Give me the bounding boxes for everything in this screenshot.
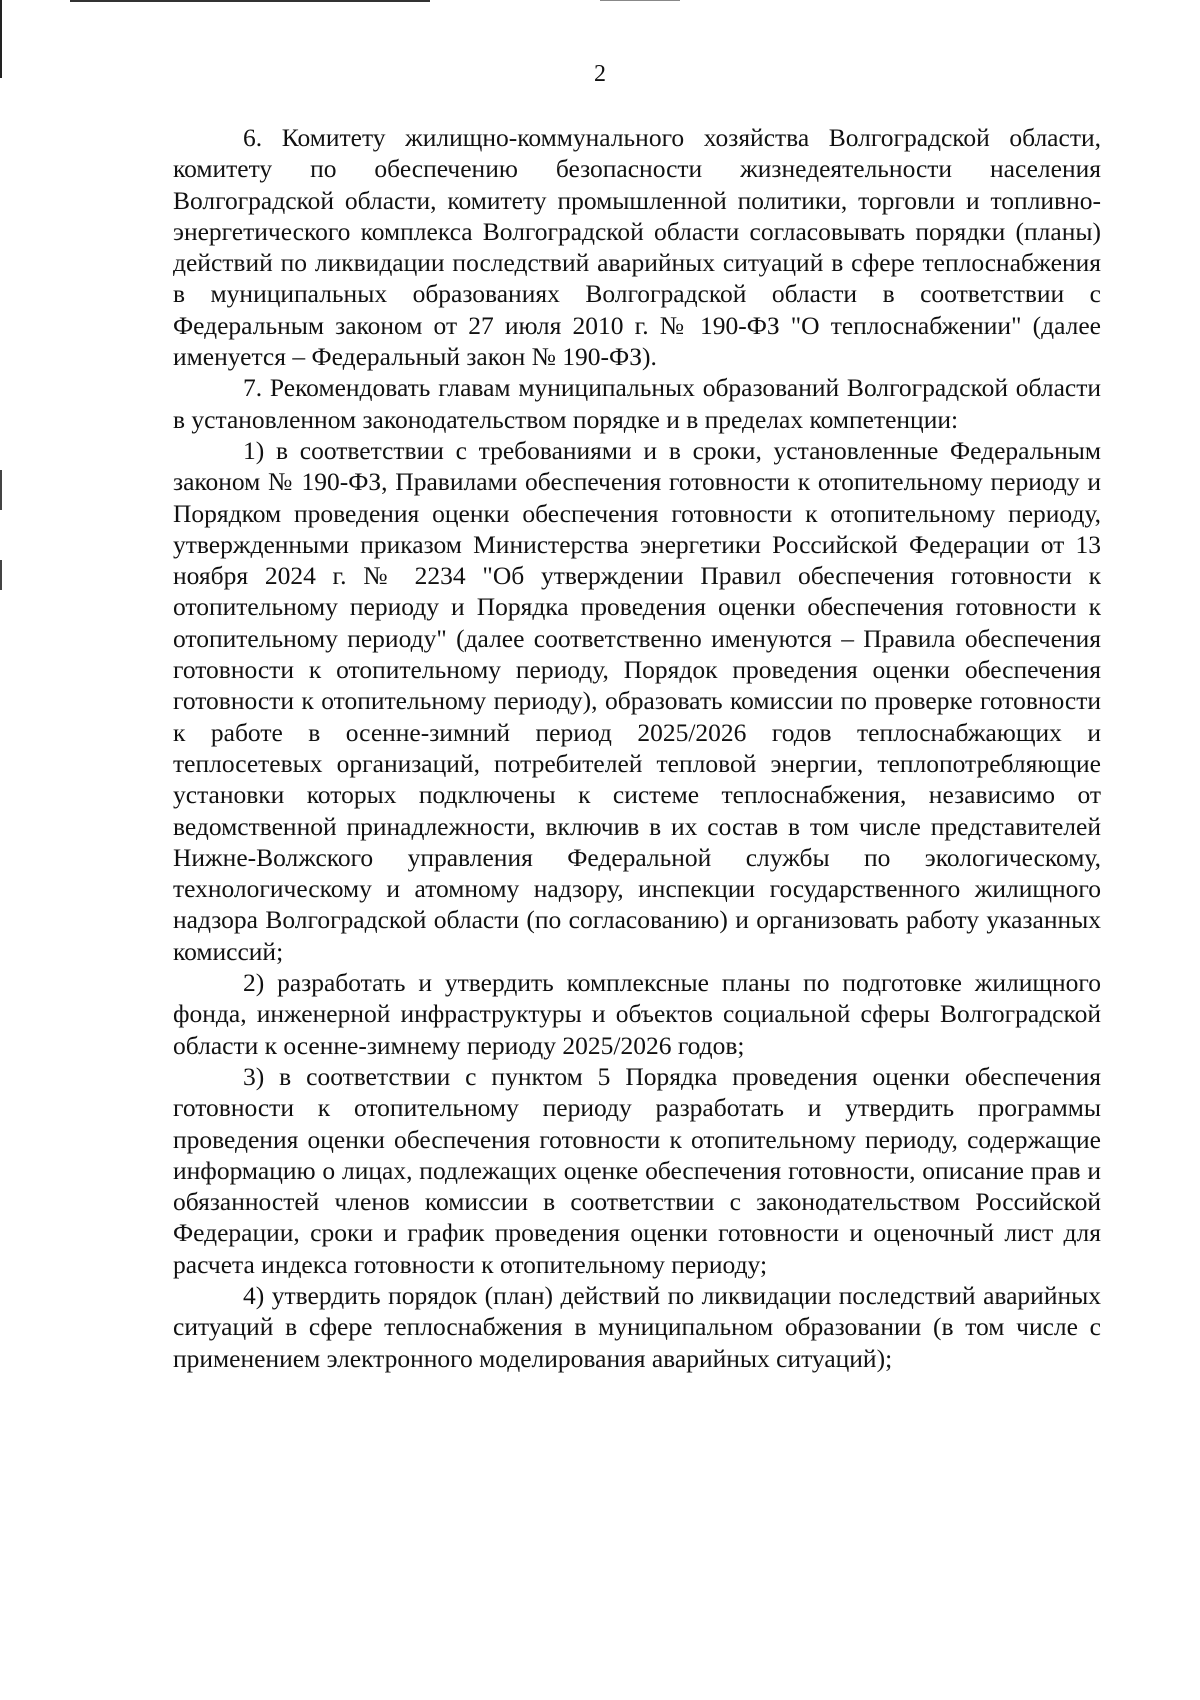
scan-edge-artifact-top — [70, 0, 430, 2]
subparagraph-3: 3) в соответствии с пунктом 5 Порядка проведения оценки обеспечения готовности к отопительному периоду разработать и утвердить программы проведения оценки обеспечения готовности к отопительному периоду, содержащие информацию о лицах, подлежащих оценке обеспечения готовности, описание прав и обязанностей членов комиссии в соответствии с законодательством Российской Федерации, сроки и график проведения оценки готовности и оценочный лист для расчета индекса готовности к отопительному периоду; — [173, 1061, 1101, 1279]
subparagraph-4: 4) утвердить порядок (план) действий по ликвидации последствий аварийных ситуаций в сфере теплоснабжения в муниципальном образовании (в том числе с применением электронного моделирования аварийных ситуаций); — [173, 1280, 1101, 1373]
scan-edge-artifact-left-tick — [0, 560, 2, 590]
scan-edge-artifact-left-tick — [0, 470, 2, 510]
page-number: 2 — [594, 61, 606, 87]
document-body — [173, 122, 1101, 1374]
scan-edge-artifact-top-right — [600, 0, 680, 1]
subparagraph-2: 2) разработать и утвердить комплексные планы по подготовке жилищного фонда, инженерной инфраструктуры и объектов социальной сферы Волгоградской области к осенне-зимнему периоду 2025/2026 годов; — [173, 968, 1101, 1060]
paragraph-item-7: 7. Рекомендовать главам муниципальных образований Волгоградской области в установленном законодательством порядке и в пределах компетенции: — [173, 373, 1101, 434]
subparagraph-1: 1) в соответствии с требованиями и в сроки, установленные Федеральным законом № 190-ФЗ, Правилами обеспечения готовности к отопительному периоду и Порядком проведения оценки обеспечения готовности к отопительному периоду, утвержденными приказом Министерства энергетики Российской Федерации от 13 ноября 2024 г. № 2234 "Об утверждении Правил обеспечения готовности к отопительному периоду и Порядка проведения оценки обеспечения готовности к отопительному периоду" (далее соответственно именуются – Правила обеспечения готовности к отопительному периоду, Порядок проведения оценки обеспечения готовности к отопительному периоду), образовать комиссии по проверке готовности к работе в осенне-зимний период 2025/2026 годов теплоснабжающих и теплосетевых организаций, потребителей тепловой энергии, теплопотребляющие установки которых подключены к системе теплоснабжения, независимо от ведомственной принадлежности, включив в их состав в том числе представителей Нижне-Волжского управления Федеральной службы по экологическому, технологическому и атомному надзору, инспекции государственного жилищного надзора Волгоградской области (по согласованию) и организовать работу указанных комиссий; — [173, 435, 1101, 966]
paragraph-item-6: 6. Комитету жилищно-коммунального хозяйства Волгоградской области, комитету по обеспечению безопасности жизнедеятельности населения Волгоградской области, комитету промышленной политики, торговли и топливно-энергетического комплекса Волгоградской области согласовывать порядки (планы) действий по ликвидации последствий аварийных ситуаций в сфере теплоснабжения в муниципальных образованиях Волгоградской области в соответствии с Федеральным законом от 27 июля 2010 г. № 190-ФЗ "О теплоснабжении" (далее именуется – Федеральный закон № 190-ФЗ). — [173, 123, 1101, 372]
